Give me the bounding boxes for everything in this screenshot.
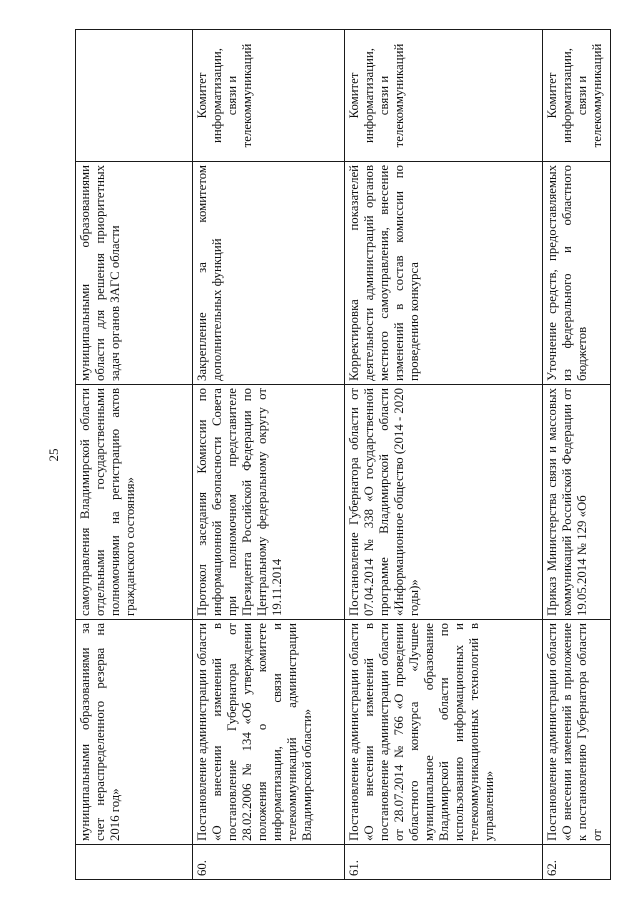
- measure-cell: муниципальными образованиями области для решения приоритетных задач органов ЗАГС области: [76, 162, 193, 385]
- document-cell: Постановление администрации области «О внесении изменений в постановление Губернатора от 28.02.2006 № 134 «Об утверждении положения о комитете информатизации, связи и телекоммуникаций администрации Владимирской области»: [193, 620, 345, 845]
- row-number-cell: 61.: [345, 845, 543, 880]
- responsible-cell: Комитет информатизации, связи и телекоммуникаций: [345, 30, 543, 162]
- row-number-cell: 62.: [543, 845, 611, 880]
- basis-cell: Приказ Министерства связи и массовых коммуникаций Российской Федерации от 19.05.2014 № 129 «Об: [543, 385, 611, 620]
- basis-cell: самоуправления Владимирской области отдельными государственными полномочиями на регистрацию актов гражданского состояния»: [76, 385, 193, 620]
- responsible-cell: [76, 30, 193, 162]
- document-cell: Постановление администрации области «О внесении изменений в приложение к постановлению Губернатора области от: [543, 620, 611, 845]
- basis-cell: Протокол заседания Комиссии по информационной безопасности Совета при полномочном представителе Президента Российской Федерации по Центральному федеральному округу от 19.11.2014: [193, 385, 345, 620]
- basis-cell: Постановление Губернатора области от 07.04.2014 № 338 «О государственной программе Владимирской области «Информационное общество (2014 - 2020 годы)»: [345, 385, 543, 620]
- document-cell: муниципальными образованиями за счет нераспределенного резерва на 2016 год»: [76, 620, 193, 845]
- rotated-table-container: [75, 30, 610, 880]
- table-row: [543, 30, 611, 880]
- measure-cell: Корректировка показателей деятельности администраций органов местного самоуправления, внесение изменений в состав комиссии по проведению конкурса: [345, 162, 543, 385]
- legal-acts-table: [75, 29, 611, 880]
- table-row: [345, 30, 543, 880]
- table-row: [76, 30, 193, 880]
- row-number-cell: 60.: [193, 845, 345, 880]
- document-cell: Постановление администрации области «О внесении изменений в постановление администрации области от 28.07.2014 № 766 «О проведении областного конкурса «Лучшее муниципальное образование Владимирской области по использованию информационных и телекоммуникационных технологий в управлении»: [345, 620, 543, 845]
- row-number-cell: [76, 845, 193, 880]
- measure-cell: Уточнение средств, предоставляемых из федерального и областного бюджетов: [543, 162, 611, 385]
- responsible-cell: Комитет информатизации, связи и телекоммуникаций: [193, 30, 345, 162]
- responsible-cell: Комитет информатизации, связи и телекоммуникаций: [543, 30, 611, 162]
- table-row: [193, 30, 345, 880]
- measure-cell: Закрепление за комитетом дополнительных функций: [193, 162, 345, 385]
- page-number: 25: [46, 448, 61, 462]
